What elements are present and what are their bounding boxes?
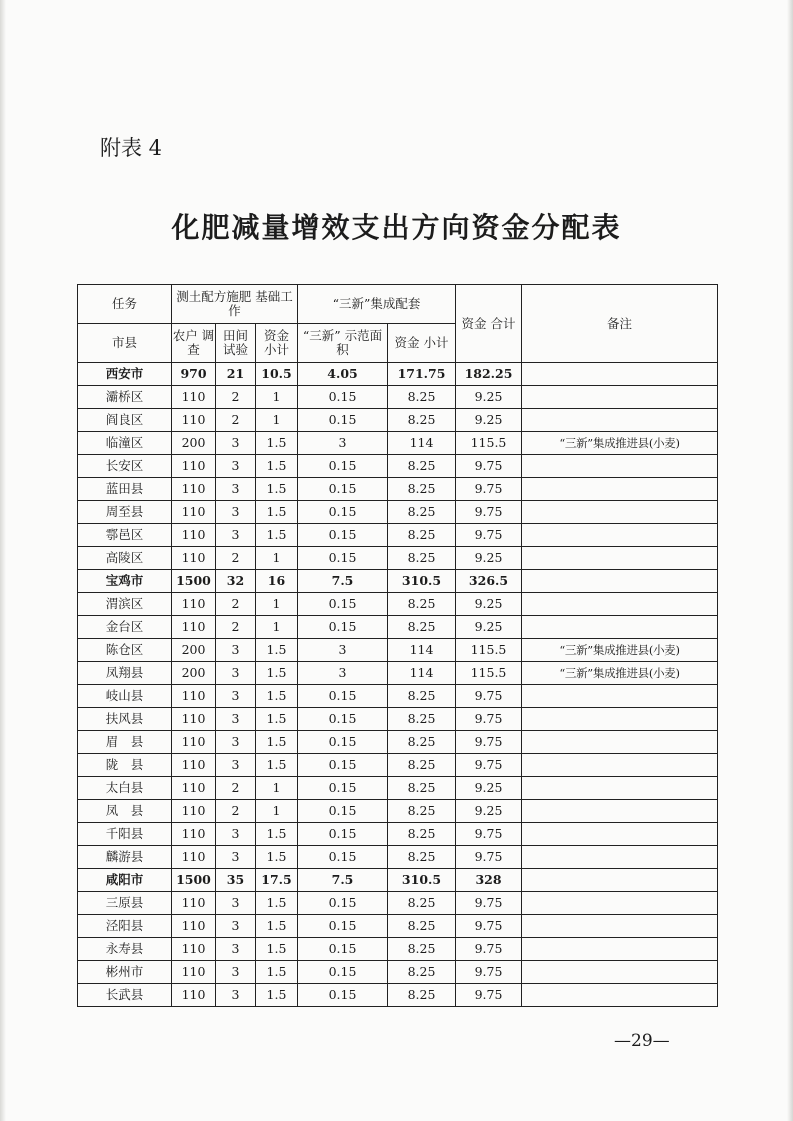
cell-fund-subtotal: 17.5 [256, 869, 298, 892]
cell-fund-total: 9.75 [456, 754, 522, 777]
page-title: 化肥减量增效支出方向资金分配表 [171, 211, 622, 244]
table-row [78, 639, 718, 662]
cell-demo-area: 0.15 [298, 455, 388, 478]
cell-field-trial: 3 [216, 731, 256, 754]
table-row [78, 938, 718, 961]
cell-field-trial: 3 [216, 685, 256, 708]
cell-fund-total: 9.25 [456, 547, 522, 570]
cell-farmer-survey: 970 [172, 363, 216, 386]
cell-remark [522, 363, 718, 386]
cell-demo-area: 0.15 [298, 685, 388, 708]
cell-fund-subtotal: 1.5 [256, 961, 298, 984]
cell-farmer-survey: 1500 [172, 869, 216, 892]
cell-field-trial: 2 [216, 616, 256, 639]
cell-field-trial: 3 [216, 708, 256, 731]
cell-field-trial: 3 [216, 938, 256, 961]
cell-sanxin-fund: 114 [388, 662, 456, 685]
cell-fund-total: 9.75 [456, 915, 522, 938]
cell-farmer-survey: 110 [172, 846, 216, 869]
cell-fund-total: 9.75 [456, 984, 522, 1007]
table-row [78, 616, 718, 639]
cell-sanxin-fund: 114 [388, 432, 456, 455]
cell-demo-area: 0.15 [298, 984, 388, 1007]
cell-fund-total: 9.75 [456, 685, 522, 708]
cell-county: 凤 县 [78, 800, 172, 823]
cell-fund-subtotal: 1 [256, 409, 298, 432]
cell-field-trial: 3 [216, 662, 256, 685]
cell-sanxin-fund: 8.25 [388, 409, 456, 432]
cell-sanxin-fund: 8.25 [388, 892, 456, 915]
table-row [78, 409, 718, 432]
cell-field-trial: 2 [216, 547, 256, 570]
cell-fund-total: 9.25 [456, 386, 522, 409]
cell-farmer-survey: 110 [172, 708, 216, 731]
cell-farmer-survey: 110 [172, 961, 216, 984]
cell-field-trial: 3 [216, 754, 256, 777]
header-remark: 备注 [522, 285, 718, 363]
cell-county: 蓝田县 [78, 478, 172, 501]
cell-sanxin-fund: 8.25 [388, 961, 456, 984]
cell-fund-subtotal: 1.5 [256, 478, 298, 501]
cell-fund-total: 115.5 [456, 639, 522, 662]
cell-remark [522, 892, 718, 915]
cell-fund-total: 9.75 [456, 938, 522, 961]
cell-county: 高陵区 [78, 547, 172, 570]
cell-fund-total: 115.5 [456, 432, 522, 455]
cell-fund-total: 9.75 [456, 478, 522, 501]
table-row [78, 685, 718, 708]
cell-fund-subtotal: 1.5 [256, 639, 298, 662]
cell-sanxin-fund: 310.5 [388, 869, 456, 892]
cell-fund-subtotal: 1.5 [256, 662, 298, 685]
cell-sanxin-fund: 8.25 [388, 708, 456, 731]
cell-sanxin-fund: 8.25 [388, 984, 456, 1007]
appendix-label: 附表 4 [100, 136, 163, 160]
cell-field-trial: 3 [216, 639, 256, 662]
scan-edge-right [787, 0, 793, 1121]
cell-fund-subtotal: 1 [256, 800, 298, 823]
cell-field-trial: 3 [216, 501, 256, 524]
table-row [78, 386, 718, 409]
fund-allocation-table [77, 284, 718, 1007]
cell-remark: “三新”集成推进县(小麦) [522, 432, 718, 455]
table-body [78, 285, 718, 1007]
cell-sanxin-fund: 114 [388, 639, 456, 662]
cell-farmer-survey: 1500 [172, 570, 216, 593]
table-row [78, 524, 718, 547]
cell-fund-subtotal: 1.5 [256, 685, 298, 708]
cell-sanxin-fund: 8.25 [388, 593, 456, 616]
table-row [78, 800, 718, 823]
cell-fund-total: 9.25 [456, 777, 522, 800]
cell-remark [522, 823, 718, 846]
cell-demo-area: 0.15 [298, 800, 388, 823]
cell-fund-total: 9.75 [456, 455, 522, 478]
cell-field-trial: 2 [216, 800, 256, 823]
cell-county: 灞桥区 [78, 386, 172, 409]
cell-fund-subtotal: 10.5 [256, 363, 298, 386]
cell-fund-total: 9.25 [456, 800, 522, 823]
cell-county: 临潼区 [78, 432, 172, 455]
header-fund-subtotal: 资金 小计 [256, 324, 298, 363]
cell-county: 阎良区 [78, 409, 172, 432]
cell-demo-area: 7.5 [298, 869, 388, 892]
cell-demo-area: 0.15 [298, 547, 388, 570]
cell-fund-total: 115.5 [456, 662, 522, 685]
table-row [78, 984, 718, 1007]
cell-county: 千阳县 [78, 823, 172, 846]
cell-fund-total: 9.25 [456, 409, 522, 432]
cell-fund-total: 9.75 [456, 823, 522, 846]
table-row [78, 777, 718, 800]
table-row [78, 731, 718, 754]
header-sanxin-fund-subtotal: 资金 小计 [388, 324, 456, 363]
cell-demo-area: 0.15 [298, 524, 388, 547]
cell-sanxin-fund: 8.25 [388, 478, 456, 501]
cell-farmer-survey: 110 [172, 892, 216, 915]
cell-county: 眉 县 [78, 731, 172, 754]
cell-field-trial: 3 [216, 846, 256, 869]
cell-fund-total: 9.75 [456, 708, 522, 731]
cell-field-trial: 21 [216, 363, 256, 386]
cell-field-trial: 3 [216, 892, 256, 915]
cell-field-trial: 2 [216, 386, 256, 409]
cell-fund-subtotal: 1 [256, 777, 298, 800]
cell-farmer-survey: 110 [172, 984, 216, 1007]
cell-remark: “三新”集成推进县(小麦) [522, 639, 718, 662]
cell-demo-area: 0.15 [298, 593, 388, 616]
cell-remark [522, 685, 718, 708]
cell-demo-area: 0.15 [298, 708, 388, 731]
cell-farmer-survey: 200 [172, 432, 216, 455]
cell-sanxin-fund: 8.25 [388, 731, 456, 754]
cell-demo-area: 0.15 [298, 938, 388, 961]
cell-field-trial: 2 [216, 777, 256, 800]
cell-field-trial: 3 [216, 984, 256, 1007]
cell-county: 麟游县 [78, 846, 172, 869]
cell-farmer-survey: 110 [172, 409, 216, 432]
table-row [78, 662, 718, 685]
table-row [78, 892, 718, 915]
cell-farmer-survey: 110 [172, 731, 216, 754]
cell-remark [522, 409, 718, 432]
table-row [78, 846, 718, 869]
table-row [78, 547, 718, 570]
cell-fund-total: 9.75 [456, 524, 522, 547]
cell-sanxin-fund: 8.25 [388, 386, 456, 409]
cell-sanxin-fund: 8.25 [388, 823, 456, 846]
cell-remark [522, 754, 718, 777]
cell-remark [522, 616, 718, 639]
cell-fund-subtotal: 1.5 [256, 708, 298, 731]
cell-remark [522, 547, 718, 570]
cell-farmer-survey: 110 [172, 455, 216, 478]
table-row [78, 501, 718, 524]
cell-farmer-survey: 110 [172, 938, 216, 961]
header-farmer-survey: 农户 调查 [172, 324, 216, 363]
cell-fund-total: 326.5 [456, 570, 522, 593]
cell-sanxin-fund: 8.25 [388, 800, 456, 823]
cell-county: 凤翔县 [78, 662, 172, 685]
header-county: 市县 [78, 324, 172, 363]
cell-demo-area: 0.15 [298, 731, 388, 754]
cell-farmer-survey: 110 [172, 593, 216, 616]
cell-remark [522, 869, 718, 892]
table-row [78, 823, 718, 846]
cell-fund-subtotal: 1.5 [256, 915, 298, 938]
cell-fund-total: 9.25 [456, 616, 522, 639]
table-row [78, 432, 718, 455]
cell-sanxin-fund: 8.25 [388, 616, 456, 639]
cell-county: 长武县 [78, 984, 172, 1007]
cell-demo-area: 0.15 [298, 892, 388, 915]
cell-demo-area: 0.15 [298, 846, 388, 869]
cell-demo-area: 0.15 [298, 478, 388, 501]
header-field-trial: 田间 试验 [216, 324, 256, 363]
cell-county: 渭滨区 [78, 593, 172, 616]
cell-field-trial: 3 [216, 961, 256, 984]
cell-sanxin-fund: 8.25 [388, 754, 456, 777]
cell-fund-total: 182.25 [456, 363, 522, 386]
cell-county: 扶风县 [78, 708, 172, 731]
cell-demo-area: 0.15 [298, 961, 388, 984]
cell-remark [522, 593, 718, 616]
cell-county: 长安区 [78, 455, 172, 478]
cell-farmer-survey: 200 [172, 662, 216, 685]
cell-remark [522, 478, 718, 501]
cell-demo-area: 0.15 [298, 777, 388, 800]
cell-county: 太白县 [78, 777, 172, 800]
table-row [78, 593, 718, 616]
cell-fund-total: 9.25 [456, 593, 522, 616]
cell-fund-subtotal: 1.5 [256, 524, 298, 547]
cell-fund-subtotal: 16 [256, 570, 298, 593]
header-task: 任务 [78, 285, 172, 324]
cell-field-trial: 2 [216, 593, 256, 616]
cell-remark [522, 524, 718, 547]
cell-field-trial: 2 [216, 409, 256, 432]
cell-sanxin-fund: 8.25 [388, 501, 456, 524]
page-number: —29— [614, 1031, 670, 1051]
table-row [78, 915, 718, 938]
cell-county: 永寿县 [78, 938, 172, 961]
cell-remark [522, 915, 718, 938]
cell-county: 泾阳县 [78, 915, 172, 938]
cell-sanxin-fund: 8.25 [388, 524, 456, 547]
cell-fund-total: 9.75 [456, 846, 522, 869]
cell-sanxin-fund: 8.25 [388, 455, 456, 478]
table-row [78, 570, 718, 593]
cell-farmer-survey: 110 [172, 800, 216, 823]
cell-farmer-survey: 110 [172, 685, 216, 708]
cell-fund-total: 328 [456, 869, 522, 892]
cell-remark [522, 501, 718, 524]
cell-field-trial: 32 [216, 570, 256, 593]
cell-fund-subtotal: 1.5 [256, 731, 298, 754]
cell-fund-total: 9.75 [456, 892, 522, 915]
cell-demo-area: 0.15 [298, 409, 388, 432]
cell-demo-area: 3 [298, 662, 388, 685]
cell-county: 陇 县 [78, 754, 172, 777]
table-row [78, 455, 718, 478]
cell-sanxin-fund: 171.75 [388, 363, 456, 386]
cell-field-trial: 3 [216, 432, 256, 455]
table-row [78, 363, 718, 386]
cell-fund-subtotal: 1.5 [256, 846, 298, 869]
cell-fund-subtotal: 1.5 [256, 501, 298, 524]
cell-county: 三原县 [78, 892, 172, 915]
cell-farmer-survey: 110 [172, 616, 216, 639]
cell-demo-area: 3 [298, 639, 388, 662]
header-sanxin-group: “三新”集成配套 [298, 285, 456, 324]
cell-remark [522, 777, 718, 800]
cell-farmer-survey: 110 [172, 501, 216, 524]
cell-remark [522, 984, 718, 1007]
cell-sanxin-fund: 8.25 [388, 915, 456, 938]
cell-fund-subtotal: 1.5 [256, 754, 298, 777]
cell-demo-area: 7.5 [298, 570, 388, 593]
cell-county: 金台区 [78, 616, 172, 639]
cell-farmer-survey: 110 [172, 777, 216, 800]
cell-county: 鄠邑区 [78, 524, 172, 547]
cell-demo-area: 4.05 [298, 363, 388, 386]
cell-demo-area: 3 [298, 432, 388, 455]
cell-demo-area: 0.15 [298, 754, 388, 777]
header-soil-testing-group: 测土配方施肥 基础工作 [172, 285, 298, 324]
cell-county: 周至县 [78, 501, 172, 524]
table-row [78, 708, 718, 731]
cell-fund-subtotal: 1.5 [256, 823, 298, 846]
cell-fund-subtotal: 1.5 [256, 938, 298, 961]
cell-remark [522, 455, 718, 478]
table-row [78, 754, 718, 777]
cell-county: 彬州市 [78, 961, 172, 984]
cell-field-trial: 3 [216, 915, 256, 938]
cell-county: 宝鸡市 [78, 570, 172, 593]
cell-remark [522, 800, 718, 823]
header-fund-total: 资金 合计 [456, 285, 522, 363]
cell-farmer-survey: 110 [172, 754, 216, 777]
cell-fund-total: 9.75 [456, 731, 522, 754]
table-row [78, 961, 718, 984]
table-row [78, 869, 718, 892]
cell-field-trial: 3 [216, 823, 256, 846]
cell-fund-total: 9.75 [456, 501, 522, 524]
cell-county: 西安市 [78, 363, 172, 386]
cell-field-trial: 3 [216, 524, 256, 547]
cell-fund-subtotal: 1.5 [256, 455, 298, 478]
cell-remark [522, 708, 718, 731]
cell-remark [522, 961, 718, 984]
cell-sanxin-fund: 8.25 [388, 846, 456, 869]
cell-remark [522, 731, 718, 754]
cell-field-trial: 3 [216, 455, 256, 478]
cell-fund-subtotal: 1 [256, 386, 298, 409]
cell-sanxin-fund: 8.25 [388, 938, 456, 961]
cell-sanxin-fund: 310.5 [388, 570, 456, 593]
cell-field-trial: 35 [216, 869, 256, 892]
cell-fund-subtotal: 1 [256, 547, 298, 570]
cell-fund-subtotal: 1.5 [256, 984, 298, 1007]
cell-county: 咸阳市 [78, 869, 172, 892]
header-demo-area: “三新” 示范面积 [298, 324, 388, 363]
cell-fund-total: 9.75 [456, 961, 522, 984]
table-row [78, 478, 718, 501]
cell-demo-area: 0.15 [298, 501, 388, 524]
cell-fund-subtotal: 1.5 [256, 432, 298, 455]
cell-farmer-survey: 110 [172, 915, 216, 938]
cell-sanxin-fund: 8.25 [388, 685, 456, 708]
cell-field-trial: 3 [216, 478, 256, 501]
cell-fund-subtotal: 1.5 [256, 892, 298, 915]
cell-remark: “三新”集成推进县(小麦) [522, 662, 718, 685]
cell-remark [522, 386, 718, 409]
cell-farmer-survey: 110 [172, 386, 216, 409]
cell-fund-subtotal: 1 [256, 593, 298, 616]
cell-demo-area: 0.15 [298, 616, 388, 639]
cell-county: 陈仓区 [78, 639, 172, 662]
cell-farmer-survey: 110 [172, 478, 216, 501]
cell-fund-subtotal: 1 [256, 616, 298, 639]
scan-edge-left [0, 0, 6, 1121]
cell-demo-area: 0.15 [298, 823, 388, 846]
header-row-1 [78, 285, 718, 324]
cell-remark [522, 570, 718, 593]
cell-farmer-survey: 110 [172, 823, 216, 846]
cell-demo-area: 0.15 [298, 386, 388, 409]
cell-farmer-survey: 110 [172, 547, 216, 570]
cell-sanxin-fund: 8.25 [388, 547, 456, 570]
cell-county: 岐山县 [78, 685, 172, 708]
cell-farmer-survey: 200 [172, 639, 216, 662]
cell-remark [522, 846, 718, 869]
cell-farmer-survey: 110 [172, 524, 216, 547]
cell-sanxin-fund: 8.25 [388, 777, 456, 800]
cell-remark [522, 938, 718, 961]
cell-demo-area: 0.15 [298, 915, 388, 938]
